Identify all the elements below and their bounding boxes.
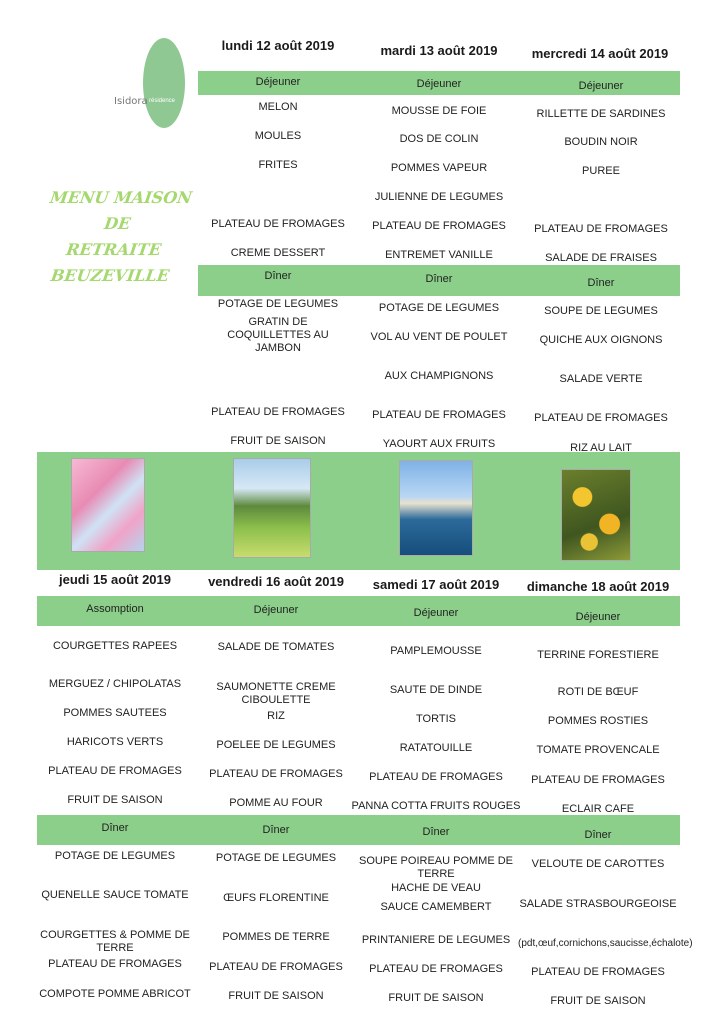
menu-item: CREME DESSERT bbox=[230, 247, 326, 259]
menu-item: YAOURT AUX FRUITS bbox=[382, 438, 496, 450]
menu-item: HARICOTS VERTS bbox=[66, 736, 164, 748]
menu-item: POMMES ROSTIES bbox=[547, 715, 649, 727]
menu-item: QUICHE AUX OIGNONS bbox=[539, 334, 663, 346]
menu-item: FRUIT DE SAISON bbox=[550, 995, 646, 1007]
menu-item: PLATEAU DE FROMAGES bbox=[369, 771, 503, 783]
menu-item: FRITES bbox=[258, 159, 298, 171]
menu-item: PLATEAU DE FROMAGES bbox=[534, 223, 668, 235]
meal-label-diner: Dîner bbox=[587, 277, 615, 289]
yellow-flowers-photo bbox=[561, 469, 631, 561]
menu-item: PLATEAU DE FROMAGES bbox=[209, 961, 343, 973]
menu-item: POTAGE DE LEGUMES bbox=[378, 302, 500, 314]
menu-item: POMMES SAUTEES bbox=[63, 707, 167, 719]
menu-item: VOL AU VENT DE POULET bbox=[370, 331, 508, 343]
day-date: samedi 17 août 2019 bbox=[372, 577, 500, 592]
meal-label-diner: Dîner bbox=[262, 824, 290, 836]
meal-label-dejeuner: Déjeuner bbox=[578, 80, 624, 92]
menu-item: JULIENNE DE LEGUMES bbox=[374, 191, 504, 203]
menu-item: PLATEAU DE FROMAGES bbox=[534, 412, 668, 424]
menu-item: MERGUEZ / CHIPOLATAS bbox=[48, 678, 182, 690]
menu-item: TERRINE FORESTIERE bbox=[537, 649, 659, 661]
menu-item: PLATEAU DE FROMAGES bbox=[369, 963, 503, 975]
menu-item: PRINTANIERE DE LEGUMES bbox=[361, 934, 511, 946]
menu-item: MELON bbox=[258, 101, 298, 113]
menu-item: PLATEAU DE FROMAGES bbox=[209, 768, 343, 780]
menu-item: ENTREMET VANILLE bbox=[385, 249, 493, 261]
menu-item: PAMPLEMOUSSE bbox=[390, 645, 482, 657]
menu-item: SALADE VERTE bbox=[559, 373, 643, 385]
logo-circle bbox=[143, 38, 185, 128]
menu-item: POTAGE DE LEGUMES bbox=[215, 852, 337, 864]
menu-item: POMMES VAPEUR bbox=[390, 162, 488, 174]
menu-item: SALADE DE TOMATES bbox=[217, 641, 335, 653]
menu-item: PLATEAU DE FROMAGES bbox=[372, 409, 506, 421]
menu-item: VELOUTE DE CAROTTES bbox=[531, 858, 665, 870]
meal-label-diner: Dîner bbox=[264, 270, 292, 282]
menu-item: PLATEAU DE FROMAGES bbox=[372, 220, 506, 232]
menu-item: SALADE DE FRAISES bbox=[545, 252, 657, 264]
menu-item: PLATEAU DE FROMAGES bbox=[531, 774, 665, 786]
menu-item: HACHE DE VEAU SAUCE CAMEMBERT bbox=[380, 882, 492, 913]
cliff-sea-photo bbox=[399, 460, 473, 556]
menu-item: PLATEAU DE FROMAGES bbox=[531, 966, 665, 978]
menu-item: COURGETTES & POMME DE TERRE bbox=[40, 929, 190, 954]
cherry-blossom-photo bbox=[71, 458, 145, 552]
menu-item: SOUPE POIREAU POMME DE TERRE bbox=[358, 855, 514, 880]
day-date: vendredi 16 août 2019 bbox=[208, 574, 344, 589]
logo-sub: résidence bbox=[149, 98, 176, 104]
menu-item: RATATOUILLE bbox=[399, 742, 473, 754]
org-title-line: RETRAITE bbox=[65, 240, 163, 259]
menu-item: (pdt,œuf,cornichons,saucisse,échalote) bbox=[518, 938, 693, 949]
meal-label-dejeuner: Déjeuner bbox=[413, 607, 459, 619]
day-date: lundi 12 août 2019 bbox=[221, 38, 335, 53]
menu-item: AUX CHAMPIGNONS bbox=[384, 370, 494, 382]
meal-label-dejeuner: Déjeuner bbox=[575, 611, 621, 623]
menu-item: COMPOTE POMME ABRICOT bbox=[39, 988, 191, 1000]
menu-item: MOUSSE DE FOIE bbox=[391, 105, 487, 117]
meal-label-dejeuner: Déjeuner bbox=[255, 76, 301, 88]
meal-label-diner: Dîner bbox=[101, 822, 129, 834]
menu-item: FRUIT DE SAISON bbox=[67, 794, 163, 806]
meal-label-dejeuner: Déjeuner bbox=[253, 604, 299, 616]
menu-item: QUENELLE SAUCE TOMATE bbox=[41, 889, 189, 901]
menu-item: FRUIT DE SAISON bbox=[228, 990, 324, 1002]
menu-item: SOUPE DE LEGUMES bbox=[544, 305, 658, 317]
menu-item: POTAGE DE LEGUMES bbox=[54, 850, 176, 862]
menu-item: PLATEAU DE FROMAGES bbox=[48, 765, 182, 777]
menu-item: RILLETTE DE SARDINES bbox=[536, 108, 666, 120]
org-title-line: BEUZEVILLE bbox=[49, 266, 171, 285]
menu-item: TOMATE PROVENCALE bbox=[536, 744, 660, 756]
menu-item: MOULES bbox=[254, 130, 302, 142]
menu-item: POELEE DE LEGUMES bbox=[216, 739, 336, 751]
menu-item: SAUTE DE DINDE bbox=[389, 684, 483, 696]
menu-item: ŒUFS FLORENTINE bbox=[223, 892, 329, 904]
org-title bbox=[31, 185, 201, 289]
meal-label-dejeuner: Déjeuner bbox=[416, 78, 462, 90]
menu-item: ECLAIR CAFE bbox=[561, 803, 635, 815]
menu-item: RIZ bbox=[267, 710, 285, 722]
meal-label-diner: Dîner bbox=[584, 829, 612, 841]
menu-item: FRUIT DE SAISON bbox=[230, 435, 326, 447]
meal-label-diner: Dîner bbox=[425, 273, 453, 285]
meadow-photo bbox=[233, 458, 311, 558]
meal-label-diner: Dîner bbox=[422, 826, 450, 838]
menu-item: RIZ AU LAIT bbox=[570, 442, 632, 454]
menu-item: COURGETTES RAPEES bbox=[52, 640, 178, 652]
menu-item: POTAGE DE LEGUMES bbox=[217, 298, 339, 310]
menu-item: TORTIS bbox=[416, 713, 456, 725]
menu-item: FRUIT DE SAISON bbox=[388, 992, 484, 1004]
menu-item: PLATEAU DE FROMAGES bbox=[48, 958, 182, 970]
meal-label-dejeuner: Assomption bbox=[86, 603, 144, 615]
day-date: mercredi 14 août 2019 bbox=[531, 46, 669, 61]
day-date: mardi 13 août 2019 bbox=[380, 43, 498, 58]
org-title-line: MENU MAISON DE bbox=[48, 188, 194, 233]
menu-item: PLATEAU DE FROMAGES bbox=[211, 406, 345, 418]
menu-item: SALADE STRASBOURGEOISE bbox=[519, 898, 677, 910]
menu-item: ROTI DE BŒUF bbox=[557, 686, 639, 698]
menu-item: BOUDIN NOIR bbox=[564, 136, 638, 148]
menu-item: POMME AU FOUR bbox=[229, 797, 323, 809]
menu-item: PUREE bbox=[582, 165, 620, 177]
menu-item: POMMES DE TERRE bbox=[222, 931, 330, 943]
day-date: dimanche 18 août 2019 bbox=[526, 579, 670, 594]
menu-item: DOS DE COLIN bbox=[399, 133, 479, 145]
menu-item: PLATEAU DE FROMAGES bbox=[211, 218, 345, 230]
logo-name: Isidora bbox=[114, 96, 148, 107]
menu-item: GRATIN DE COQUILLETTES AU JAMBON bbox=[227, 316, 329, 354]
day-date: jeudi 15 août 2019 bbox=[59, 572, 171, 587]
menu-item: PANNA COTTA FRUITS ROUGES bbox=[351, 800, 521, 812]
menu-item: SAUMONETTE CREME CIBOULETTE bbox=[216, 681, 336, 706]
